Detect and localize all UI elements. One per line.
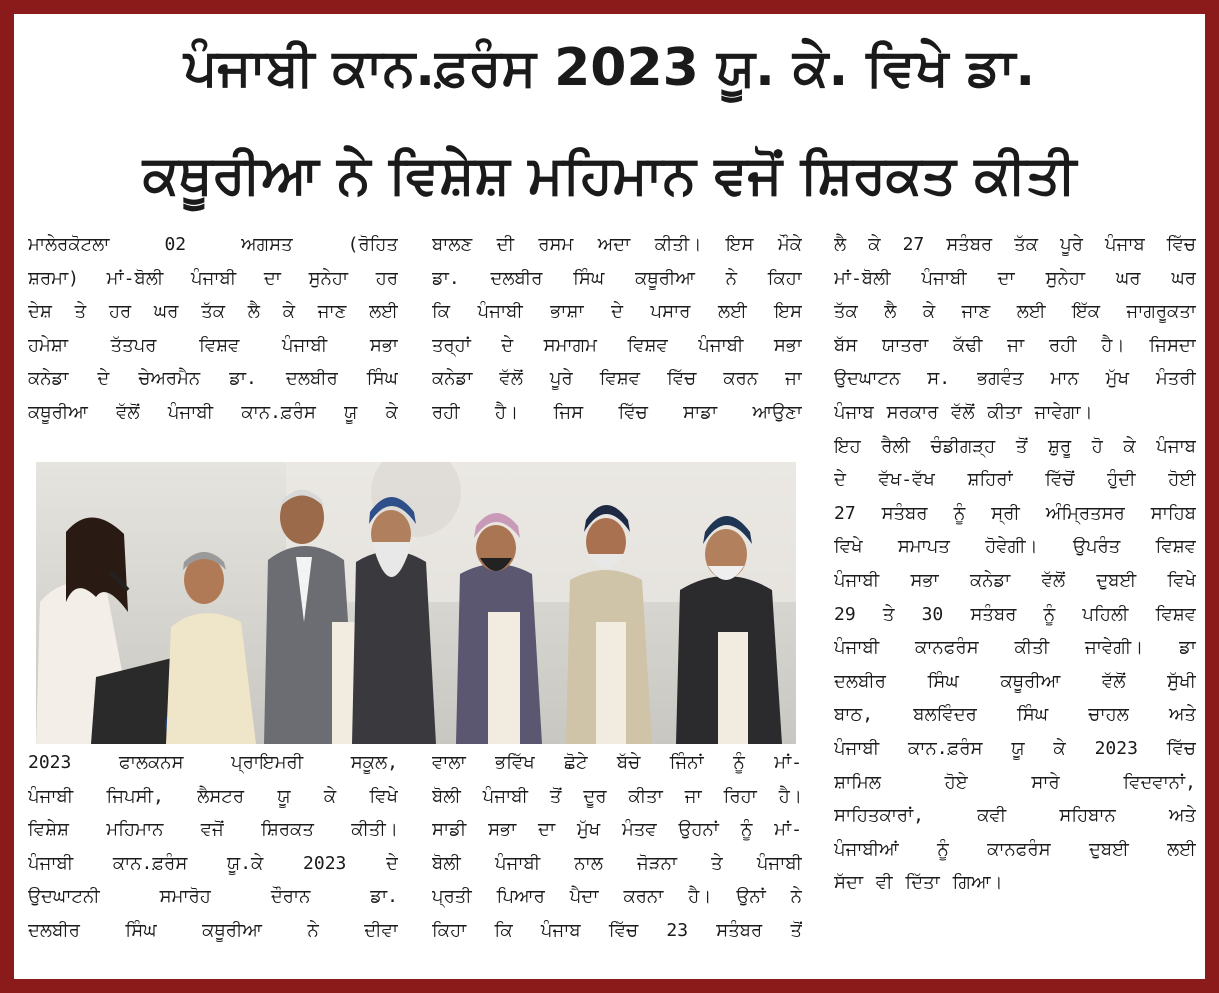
text-line: 29 ਤੇ 30 ਸਤੰਬਰ ਨੂੰ ਪਹਿਲੀ ਵਿਸ਼ਵ xyxy=(834,603,1196,625)
text-line: ਸ਼ਰਮਾ) ਮਾਂ-ਬੋਲੀ ਪੰਜਾਬੀ ਦਾ ਸੁਨੇਹਾ ਹਰ xyxy=(28,267,398,289)
text-line: ਵਿਸ਼ੇਸ਼ ਮਹਿਮਾਨ ਵਜੋਂ ਸ਼ਿਰਕਤ ਕੀਤੀ। xyxy=(28,819,398,841)
text-line: ਪੰਜਾਬੀ ਕਾਨਫਰੰਸ ਕੀਤੀ ਜਾਵੇਗੀ। ਡਾ xyxy=(834,637,1196,659)
text-line: ਪ੍ਰਤੀ ਪਿਆਰ ਪੈਦਾ ਕਰਨਾ ਹੈ। ਉਨਾਂ ਨੇ xyxy=(432,886,802,908)
text-line: ਪੰਜਾਬੀ ਸਭਾ ਕਨੇਡਾ ਵੱਲੋਂ ਦੁਬਈ ਵਿਖੇ xyxy=(834,569,1196,591)
text-line: ਸੱਦਾ ਵੀ ਦਿੱਤਾ ਗਿਆ। xyxy=(834,872,1003,894)
text-line: ਬੋਲੀ ਪੰਜਾਬੀ ਤੋਂ ਦੂਰ ਕੀਤਾ ਜਾ ਰਿਹਾ ਹੈ। xyxy=(432,785,802,807)
column-2-top xyxy=(432,228,802,430)
column-1-top xyxy=(28,228,398,430)
text-line: ਦੇ ਵੱਖ-ਵੱਖ ਸ਼ਹਿਰਾਂ ਵਿੱਚੋਂ ਹੁੰਦੀ ਹੋਈ xyxy=(834,469,1196,491)
text-line: ਰਹੀ ਹੈ। ਜਿਸ ਵਿੱਚ ਸਾਡਾ ਆਉਣਾ xyxy=(432,401,802,423)
text-line: ਤਰ੍ਹਾਂ ਦੇ ਸਮਾਗਮ ਵਿਸ਼ਵ ਪੰਜਾਬੀ ਸਭਾ xyxy=(432,334,802,356)
headline-line-2: ਕਥੂਰੀਆ ਨੇ ਵਿਸ਼ੇਸ਼ ਮਹਿਮਾਨ ਵਜੋਂ ਸ਼ਿਰਕਤ ਕੀਤੀ xyxy=(142,145,1077,206)
text-line: ਇਹ ਰੈਲੀ ਚੰਡੀਗੜ੍ਹ ਤੋਂ ਸ਼ੁਰੂ ਹੋ ਕੇ ਪੰਜਾਬ xyxy=(834,435,1196,457)
text-line: 2023 ਫਾਲਕਨਸ ਪ੍ਰਾਇਮਰੀ ਸਕੂਲ, xyxy=(28,752,398,773)
text-line: ਬੋਲੀ ਪੰਜਾਬੀ ਨਾਲ ਜੋੜਨਾ ਤੇ ਪੰਜਾਬੀ xyxy=(432,852,802,874)
column-3 xyxy=(834,228,1196,900)
text-line: ਕਥੂਰੀਆ ਵੱਲੋਂ ਪੰਜਾਬੀ ਕਾਨ.ਫ਼ਰੰਸ ਯੂ ਕੇ xyxy=(28,401,398,423)
text-line: ਸਾਡੀ ਸਭਾ ਦਾ ਮੁੱਖ ਮੰਤਵ ਉਹਨਾਂ ਨੂੰ ਮਾਂ- xyxy=(432,819,802,841)
text-line: 27 ਸਤੰਬਰ ਨੂੰ ਸ੍ਰੀ ਅੰਮ੍ਰਿਤਸਰ ਸਾਹਿਬ xyxy=(834,502,1196,524)
text-line: ਕਨੇਡਾ ਦੇ ਚੇਅਰਮੈਨ ਡਾ. ਦਲਬੀਰ ਸਿੰਘ xyxy=(28,368,398,390)
text-line: ਪੰਜਾਬੀ ਕਾਨ.ਫ਼ਰੰਸ ਯੂ.ਕੇ 2023 ਦੇ xyxy=(28,852,398,874)
text-line: ਉਦਘਾਟਨੀ ਸਮਾਰੋਹ ਦੌਰਾਨ ਡਾ. xyxy=(28,886,398,908)
text-line: ਹਮੇਸ਼ਾ ਤੱਤਪਰ ਵਿਸ਼ਵ ਪੰਜਾਬੀ ਸਭਾ xyxy=(28,334,398,356)
text-line: ਪੰਜਾਬੀ ਕਾਨ.ਫ਼ਰੰਸ ਯੂ ਕੇ 2023 ਵਿੱਚ xyxy=(834,737,1196,759)
text-line: ਲੈ ਕੇ 27 ਸਤੰਬਰ ਤੱਕ ਪੂਰੇ ਪੰਜਾਬ ਵਿੱਚ xyxy=(834,234,1196,255)
event-photo xyxy=(36,462,796,744)
text-line: ਸ਼ਾਮਿਲ ਹੋਏ ਸਾਰੇ ਵਿਦਵਾਨਾਂ, xyxy=(834,771,1196,793)
column-1-bottom xyxy=(28,746,398,948)
newspaper-clipping xyxy=(14,14,1205,979)
text-line: ਕਿ ਪੰਜਾਬੀ ਭਾਸ਼ਾ ਦੇ ਪਸਾਰ ਲਈ ਇਸ xyxy=(432,301,802,323)
text-line: ਪੰਜਾਬ ਸਰਕਾਰ ਵੱਲੋਂ ਕੀਤਾ ਜਾਵੇਗਾ। xyxy=(834,401,1093,423)
headline-line-1: ਪੰਜਾਬੀ ਕਾਨ.ਫ਼ਰੰਸ 2023 ਯੂ. ਕੇ. ਵਿਖੇ ਡਾ. xyxy=(183,38,1036,98)
text-line: ਵਿਖੇ ਸਮਾਪਤ ਹੋਵੇਗੀ। ਉਪਰੰਤ ਵਿਸ਼ਵ xyxy=(834,536,1196,558)
text-line: ਬੱਸ ਯਾਤਰਾ ਕੱਢੀ ਜਾ ਰਹੀ ਹੈ। ਜਿਸਦਾ xyxy=(834,334,1196,356)
text-line: ਬਾਠ, ਬਲਵਿੰਦਰ ਸਿੰਘ ਚਾਹਲ ਅਤੇ xyxy=(834,704,1196,726)
text-line: ਪੰਜਾਬੀਆਂ ਨੂੰ ਕਾਨਫਰੰਸ ਦੁਬਈ ਲਈ xyxy=(834,838,1196,860)
column-2-bottom xyxy=(432,746,802,948)
text-line: ਡਾ. ਦਲਬੀਰ ਸਿੰਘ ਕਥੂਰੀਆ ਨੇ ਕਿਹਾ xyxy=(432,267,802,289)
text-line: ਵਾਲਾ ਭਵਿੱਖ ਛੋਟੇ ਬੱਚੇ ਜਿੰਨਾਂ ਨੂੰ ਮਾਂ- xyxy=(432,752,802,773)
text-line: ਮਾਲੇਰਕੋਟਲਾ 02 ਅਗਸਤ (ਰੋਹਿਤ xyxy=(28,234,398,255)
text-line: ਕਿਹਾ ਕਿ ਪੰਜਾਬ ਵਿੱਚ 23 ਸਤੰਬਰ ਤੋਂ xyxy=(432,919,802,941)
text-line: ਮਾਂ-ਬੋਲੀ ਪੰਜਾਬੀ ਦਾ ਸੁਨੇਹਾ ਘਰ ਘਰ xyxy=(834,267,1196,289)
text-line: ਕਨੇਡਾ ਵੱਲੋਂ ਪੂਰੇ ਵਿਸ਼ਵ ਵਿੱਚ ਕਰਨ ਜਾ xyxy=(432,368,802,390)
text-line: ਪੰਜਾਬੀ ਜਿਪਸੀ, ਲੈਸਟਰ ਯੂ ਕੇ ਵਿਖੇ xyxy=(28,785,398,807)
text-line: ਸਾਹਿਤਕਾਰਾਂ, ਕਵੀ ਸਹਿਬਾਨ ਅਤੇ xyxy=(834,805,1196,827)
text-line: ਦਲਬੀਰ ਸਿੰਘ ਕਥੂਰੀਆ ਨੇ ਦੀਵਾ xyxy=(28,919,398,941)
text-line: ਦਲਬੀਰ ਸਿੰਘ ਕਥੂਰੀਆ ਵੱਲੋਂ ਸੁੱਖੀ xyxy=(834,670,1196,692)
text-line: ਉਦਘਾਟਨ ਸ. ਭਗਵੰਤ ਮਾਨ ਮੁੱਖ ਮੰਤਰੀ xyxy=(834,368,1196,390)
text-line: ਤੱਕ ਲੈ ਕੇ ਜਾਣ ਲਈ ਇੱਕ ਜਾਗਰੂਕਤਾ xyxy=(834,301,1196,323)
text-line: ਬਾਲਣ ਦੀ ਰਸਮ ਅਦਾ ਕੀਤੀ। ਇਸ ਮੌਕੇ xyxy=(432,234,802,255)
text-line: ਦੇਸ਼ ਤੇ ਹਰ ਘਰ ਤੱਕ ਲੈ ਕੇ ਜਾਣ ਲਈ xyxy=(28,301,398,323)
